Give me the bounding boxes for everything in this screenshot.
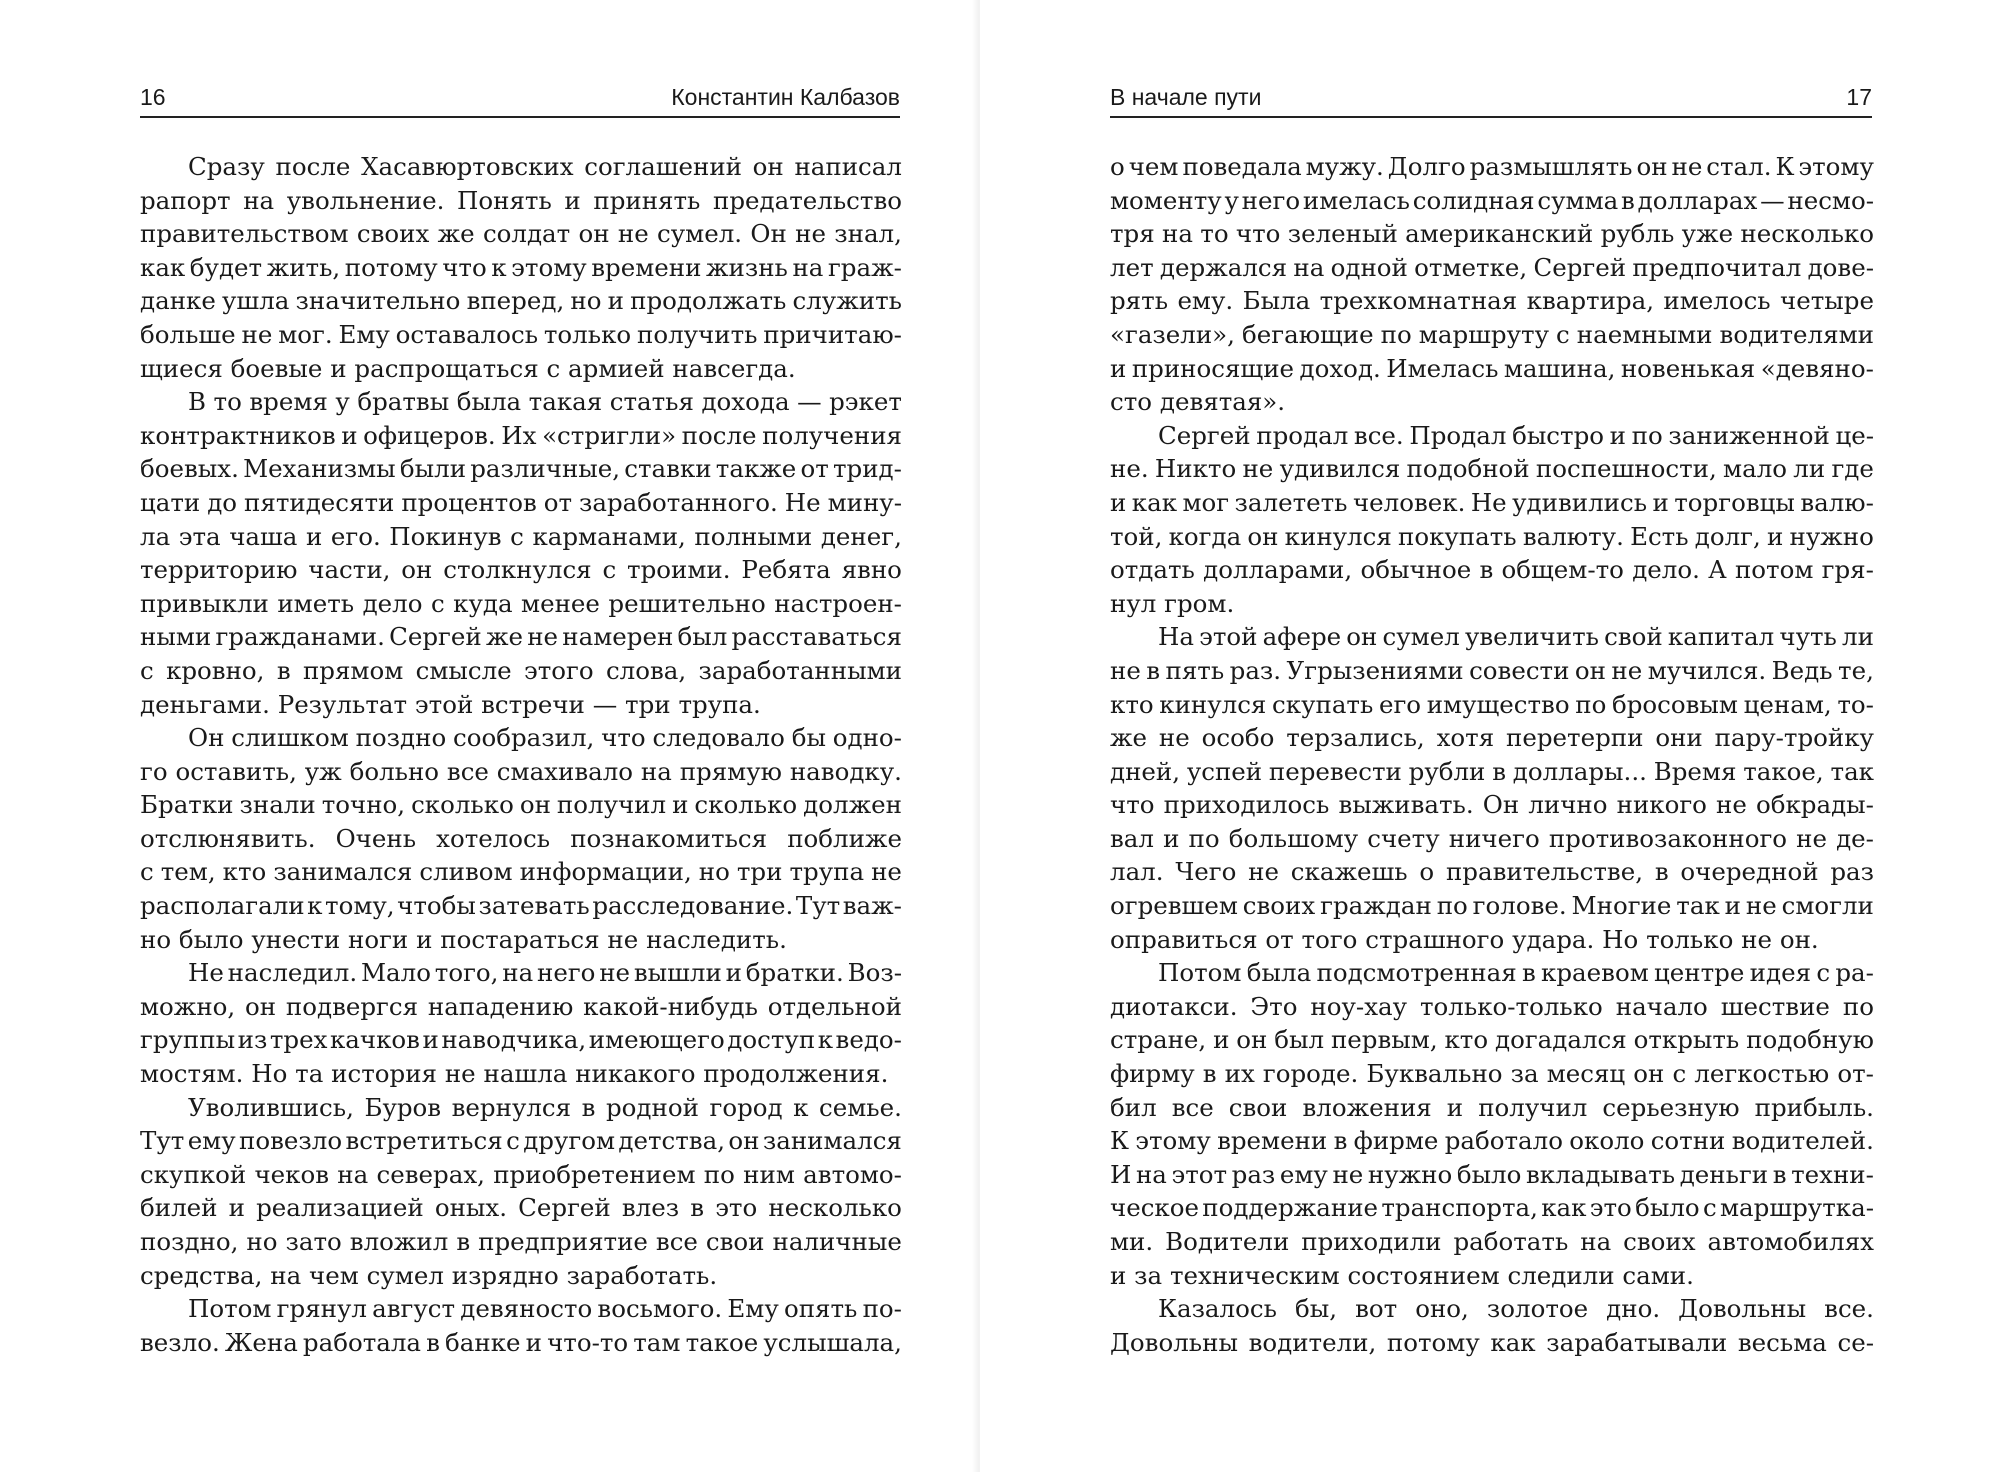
text-line: стране, и он был первым, кто догадался открыть подобную xyxy=(1110,1025,1874,1055)
text-line: лал. Чего не скажешь о правительстве, в очередной раз xyxy=(1110,857,1874,887)
text-line: можно, он подвергся нападению какой-нибудь отдельной xyxy=(140,991,902,1021)
text-line: го оставить, уж больно все смахивало на прямую наводку. xyxy=(140,756,902,786)
text-line: Потом грянул август девяносто восьмого. Ему опять по- xyxy=(188,1294,902,1324)
text-line: тря на то что зеленый американский рубль уже несколько xyxy=(1110,219,1874,249)
text-line: Потом была подсмотренная в краевом центре идея с ра- xyxy=(1158,958,1874,988)
text-line: нул гром. xyxy=(1110,588,1235,618)
text-line: моменту у него имелась солидная сумма в долларах — несмо- xyxy=(1110,185,1874,215)
text-line: отслюнявить. Очень хотелось познакомиться поближе xyxy=(140,823,902,853)
text-line: Сергей продал все. Продал быстро и по заниженной це- xyxy=(1158,420,1874,450)
left-running-head: Константин Калбазов xyxy=(671,84,900,110)
text-line: щиеся боевые и распрощаться с армией навсегда. xyxy=(140,353,796,383)
text-line: привыкли иметь дело с куда менее решительно настроен- xyxy=(140,588,902,618)
text-line: поздно, но зато вложил в предприятие все свои наличные xyxy=(140,1227,902,1256)
text-line: группы из трех качков и наводчика, имеющего доступ к ведо- xyxy=(140,1025,902,1055)
left-page-number: 16 xyxy=(140,84,166,110)
left-page xyxy=(0,0,980,1472)
left-page-text xyxy=(140,150,902,1359)
text-line: Он слишком поздно сообразил, что следовало бы одно- xyxy=(188,723,902,753)
text-line: оправиться от того страшного удара. Но только не он. xyxy=(1110,924,1819,954)
text-line: Казалось бы, вот оно, золотое дно. Довольны все. xyxy=(1158,1294,1874,1324)
right-page-number: 17 xyxy=(1846,84,1872,110)
right-running-head: В начале пути xyxy=(1110,84,1262,110)
right-page xyxy=(980,0,2000,1472)
text-line: рапорт на увольнение. Понять и принять предательство xyxy=(140,185,902,215)
text-line: располагали к тому, чтобы затевать расследование. Тут важ- xyxy=(140,891,902,921)
text-line: кто кинулся скупать его имущество по бросовым ценам, то- xyxy=(1110,689,1874,719)
right-page-header xyxy=(1110,82,1872,118)
text-line: Довольны водители, потому как зарабатывали весьма се- xyxy=(1110,1327,1874,1357)
text-line: цати до пятидесяти процентов от заработанного. Не мину- xyxy=(140,487,902,517)
text-line: как будет жить, потому что к этому времени жизнь на граж- xyxy=(140,252,902,282)
text-line: но было унести ноги и постараться не наследить. xyxy=(140,924,787,954)
text-line: скупкой чеков на северах, приобретением по ним автомо- xyxy=(140,1159,902,1189)
text-line: что приходилось выживать. Он лично никого не обкрады- xyxy=(1110,790,1874,820)
text-line: К этому времени в фирме работало около сотни водителей. xyxy=(1110,1126,1874,1156)
text-line: мостям. Но та история не нашла никакого продолжения. xyxy=(140,1059,889,1089)
text-line: Братки знали точно, сколько он получил и сколько должен xyxy=(140,790,902,820)
text-line: больше не мог. Ему оставалось только получить причитаю- xyxy=(140,319,902,349)
text-line: боевых. Механизмы были различные, ставки также от трид- xyxy=(140,454,902,484)
text-line: территорию части, он столкнулся с троими. Ребята явно xyxy=(140,555,902,585)
text-line: В то время у братвы была такая статья дохода — рэкет xyxy=(188,387,902,417)
left-page-header xyxy=(140,82,900,118)
text-line: сто девятая». xyxy=(1110,387,1286,417)
text-line: фирму в их городе. Буквально за месяц он с легкостью от- xyxy=(1110,1059,1874,1089)
text-line: с тем, кто занимался сливом информации, но три трупа не xyxy=(140,857,902,887)
text-line: с кровно, в прямом смысле этого слова, заработанными xyxy=(140,655,902,685)
text-line: бил все свои вложения и получил серьезную прибыль. xyxy=(1110,1092,1874,1122)
text-line: же не особо терзались, хотя перетерпи они пару-тройку xyxy=(1110,723,1874,753)
text-line: данке ушла значительно вперед, но и продолжать служить xyxy=(140,286,902,316)
text-line: не в пять раз. Угрызениями совести он не мучился. Ведь те, xyxy=(1110,655,1874,685)
text-line: ческое поддержание транспорта, как это было с маршрутка- xyxy=(1110,1193,1874,1223)
text-line: средства, на чем сумел изрядно заработать. xyxy=(140,1260,718,1290)
text-line: Тут ему повезло встретиться с другом детства, он занимался xyxy=(140,1126,902,1156)
text-line: везло. Жена работала в банке и что-то там такое услышала, xyxy=(140,1327,902,1357)
text-line: И на этот раз ему не нужно было вкладывать деньги в техни- xyxy=(1110,1159,1874,1189)
text-line: «газели», бегающие по маршруту с наемными водителями xyxy=(1110,319,1874,349)
text-line: той, когда он кинулся покупать валюту. Есть долг, и нужно xyxy=(1110,521,1874,551)
text-line: не. Никто не удивился подобной поспешности, мало ли где xyxy=(1110,454,1874,484)
text-line: ми. Водители приходили работать на своих автомобилях xyxy=(1110,1227,1874,1256)
right-page-text xyxy=(1110,150,1874,1359)
text-line: диотакси. Это ноу-хау только-только начало шествие по xyxy=(1110,991,1874,1021)
text-line: дней, успей перевести рубли в доллары... Время такое, так xyxy=(1110,756,1874,786)
text-line: огревшем своих граждан по голове. Многие так и не смогли xyxy=(1110,891,1874,921)
text-line: рять ему. Была трехкомнатная квартира, имелось четыре xyxy=(1110,286,1874,316)
text-line: Сразу после Хасавюртовских соглашений он написал xyxy=(188,152,902,181)
text-line: и за техническим состоянием следили сами. xyxy=(1110,1260,1694,1290)
text-line: На этой афере он сумел увеличить свой капитал чуть ли xyxy=(1158,622,1874,652)
text-line: о чем поведала мужу. Долго размышлять он не стал. К этому xyxy=(1110,152,1874,181)
text-line: Не наследил. Мало того, на него не вышли и братки. Воз- xyxy=(188,958,902,988)
text-line: деньгами. Результат этой встречи — три трупа. xyxy=(140,689,761,719)
text-line: вал и по большому счету ничего противозаконного не де- xyxy=(1110,823,1874,853)
text-line: и как мог залететь человек. Не удивились и торговцы валю- xyxy=(1110,487,1874,517)
text-line: билей и реализацией оных. Сергей влез в это несколько xyxy=(140,1193,902,1223)
text-line: правительством своих же солдат он не сумел. Он не знал, xyxy=(140,219,902,249)
text-line: Уволившись, Буров вернулся в родной город к семье. xyxy=(188,1092,902,1122)
text-line: отдать долларами, обычное в общем-то дело. А потом гря- xyxy=(1110,555,1874,585)
text-line: ла эта чаша и его. Покинув с карманами, полными денег, xyxy=(140,521,902,551)
text-line: ными гражданами. Сергей же не намерен был расставаться xyxy=(140,622,902,652)
text-line: лет держался на одной отметке, Сергей предпочитал дове- xyxy=(1110,252,1874,282)
text-line: контрактников и офицеров. Их «стригли» после получения xyxy=(140,420,902,450)
text-line: и приносящие доход. Имелась машина, новенькая «девяно- xyxy=(1110,353,1874,383)
